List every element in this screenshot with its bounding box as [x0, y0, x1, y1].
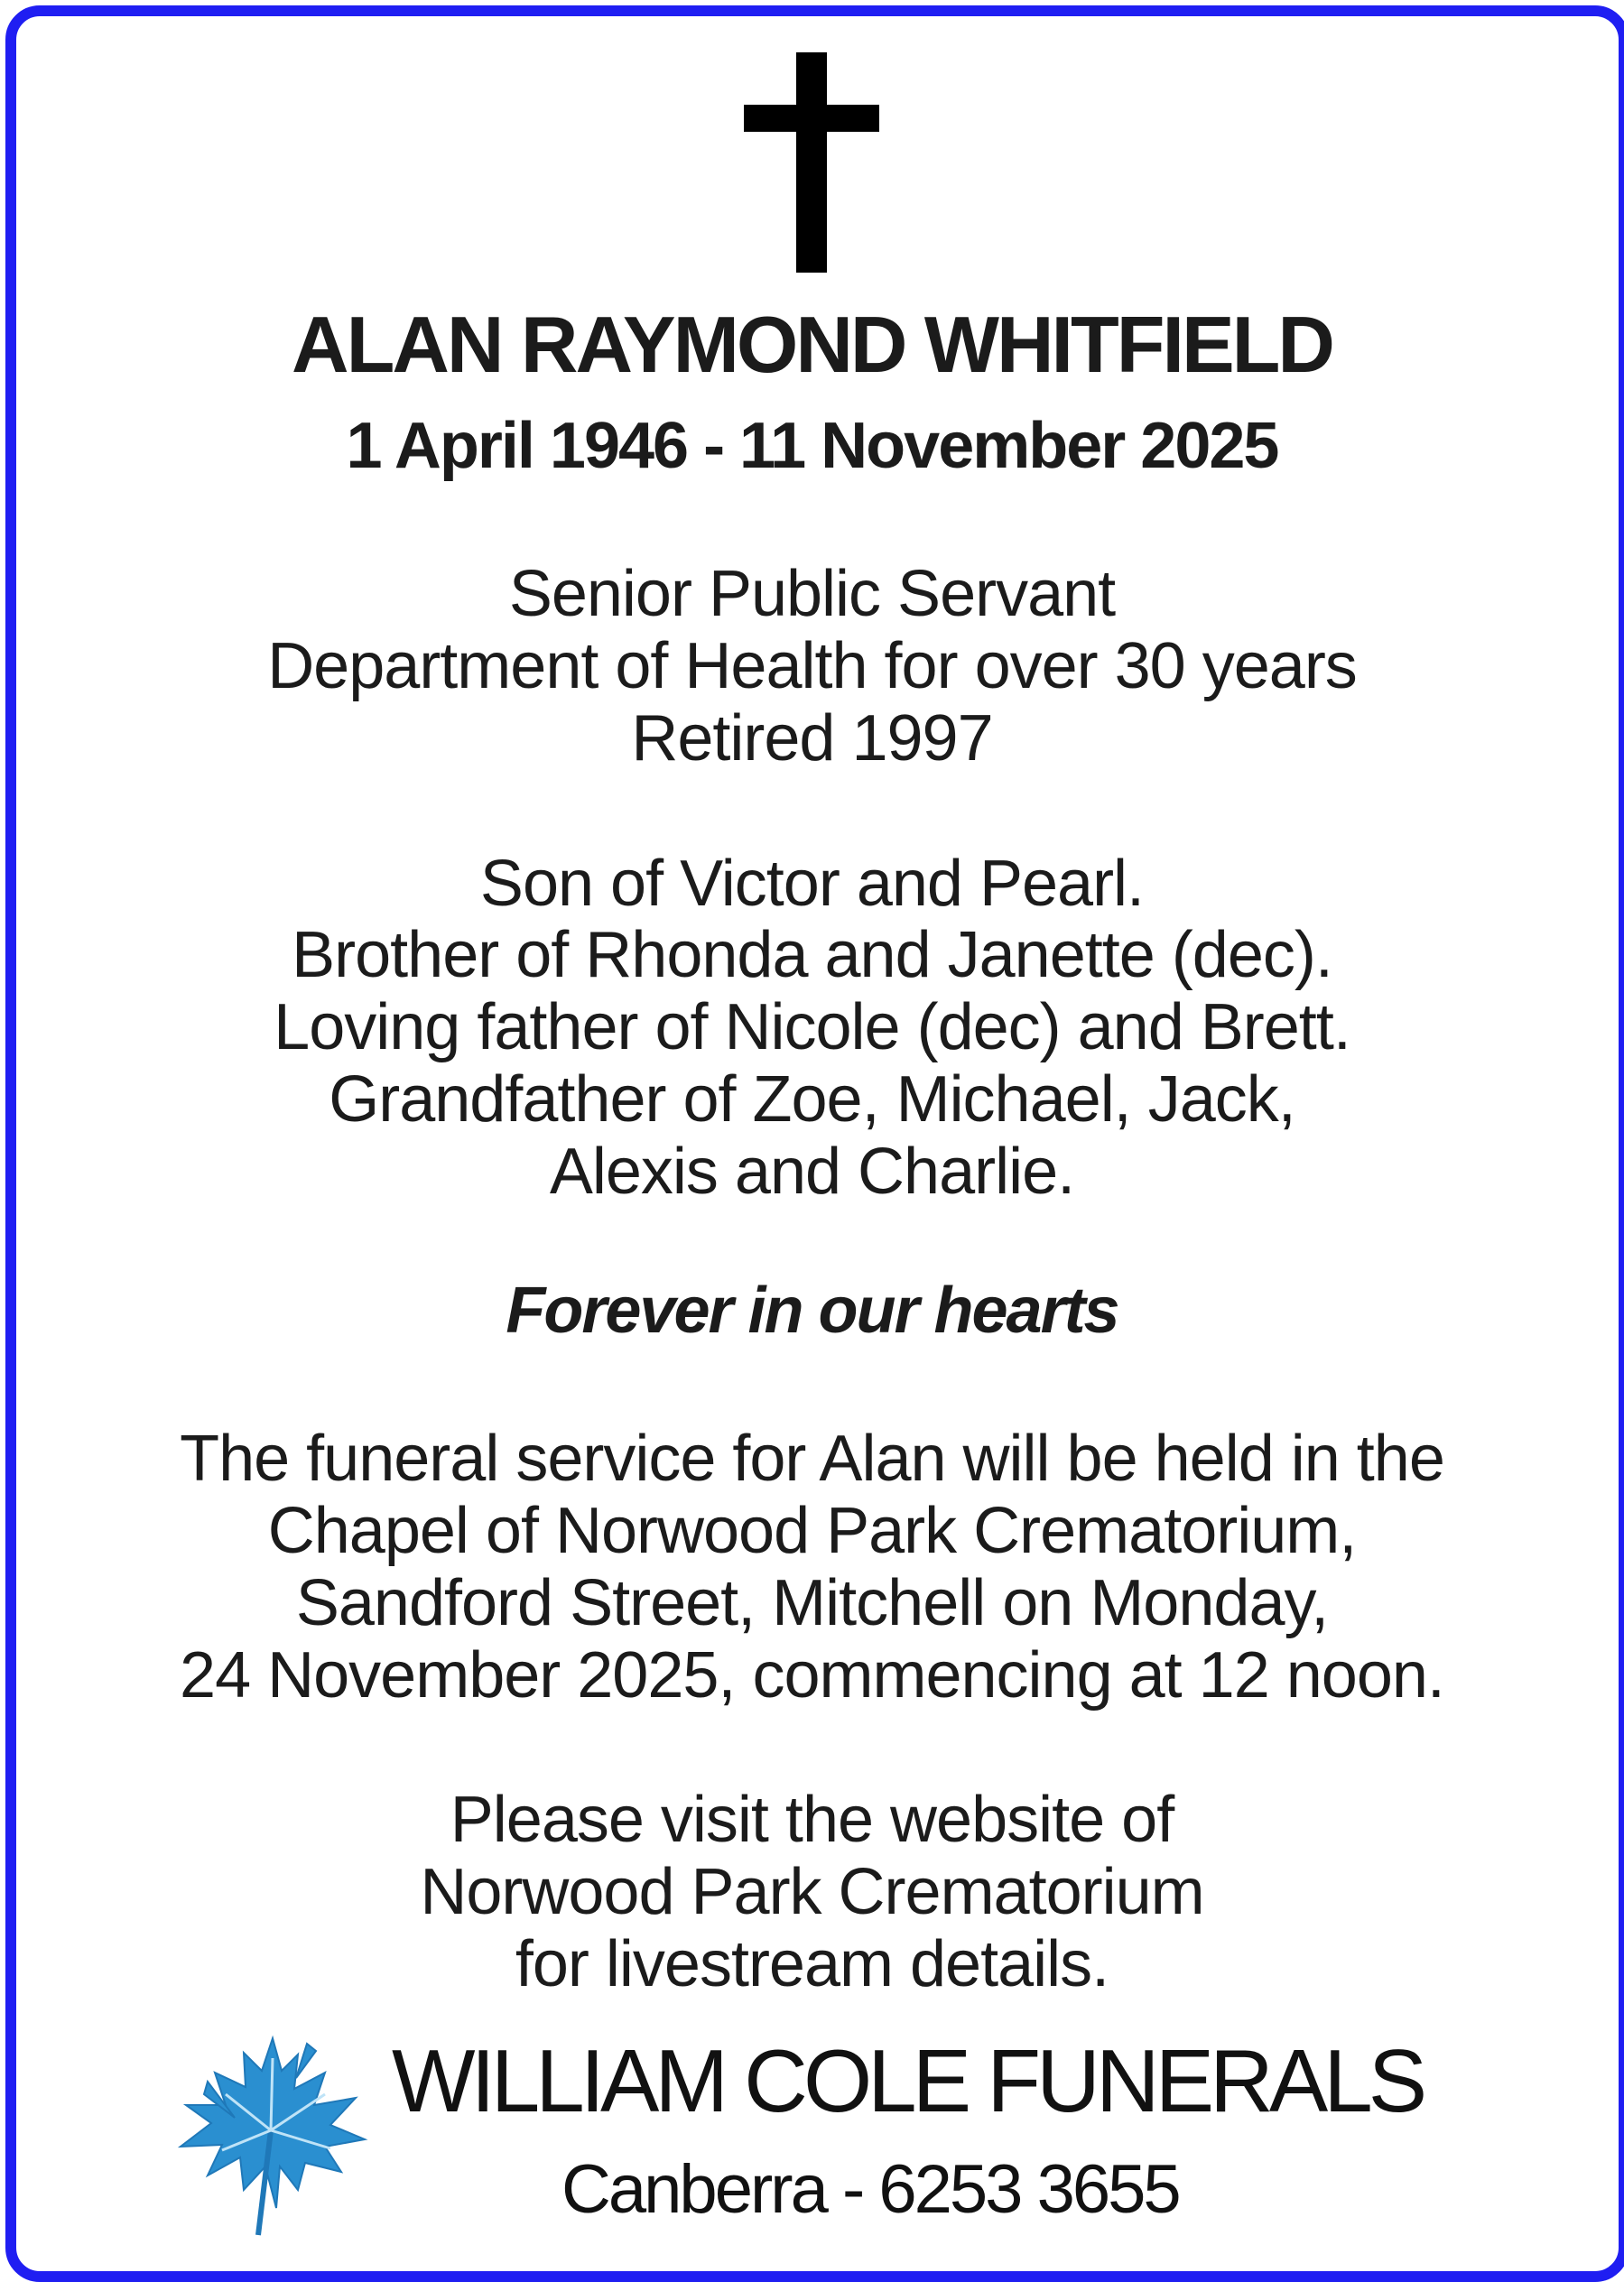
livestream-line-2: Norwood Park Crematorium: [420, 1856, 1204, 1928]
service-line-2: Chapel of Norwood Park Crematorium,: [267, 1495, 1357, 1567]
service-line-4: 24 November 2025, commencing at 12 noon.: [180, 1639, 1444, 1712]
tagline: Forever in our hearts: [506, 1275, 1118, 1347]
family-line-2: Brother of Rhonda and Janette (dec).: [292, 919, 1332, 991]
career-line-3: Retired 1997: [631, 702, 993, 775]
funeral-director-phone: Canberra - 6253 3655: [561, 2151, 1179, 2228]
family-line-5: Alexis and Charlie.: [549, 1136, 1075, 1208]
livestream-line-3: for livestream details.: [515, 1928, 1109, 2000]
maple-leaf-icon: [172, 2031, 370, 2239]
latin-cross-icon: [744, 52, 879, 273]
career-line-1: Senior Public Servant: [508, 558, 1116, 630]
funeral-director-logo: [172, 2022, 1471, 2239]
family-line-1: Son of Victor and Pearl.: [479, 848, 1145, 920]
career-line-2: Department of Health for over 30 years: [267, 630, 1357, 702]
service-line-3: Sandford Street, Mitchell on Monday,: [295, 1567, 1329, 1639]
family-line-4: Grandfather of Zoe, Michael, Jack,: [329, 1063, 1295, 1136]
livestream-line-1: Please visit the website of: [450, 1784, 1174, 1856]
deceased-name: ALAN RAYMOND WHITFIELD: [292, 300, 1332, 389]
life-dates: 1 April 1946 - 11 November 2025: [346, 410, 1278, 482]
family-line-3: Loving father of Nicole (dec) and Brett.: [274, 991, 1350, 1063]
funeral-director-name: WILLIAM COLE FUNERALS: [392, 2031, 1424, 2130]
service-line-1: The funeral service for Alan will be held in the: [180, 1423, 1444, 1495]
